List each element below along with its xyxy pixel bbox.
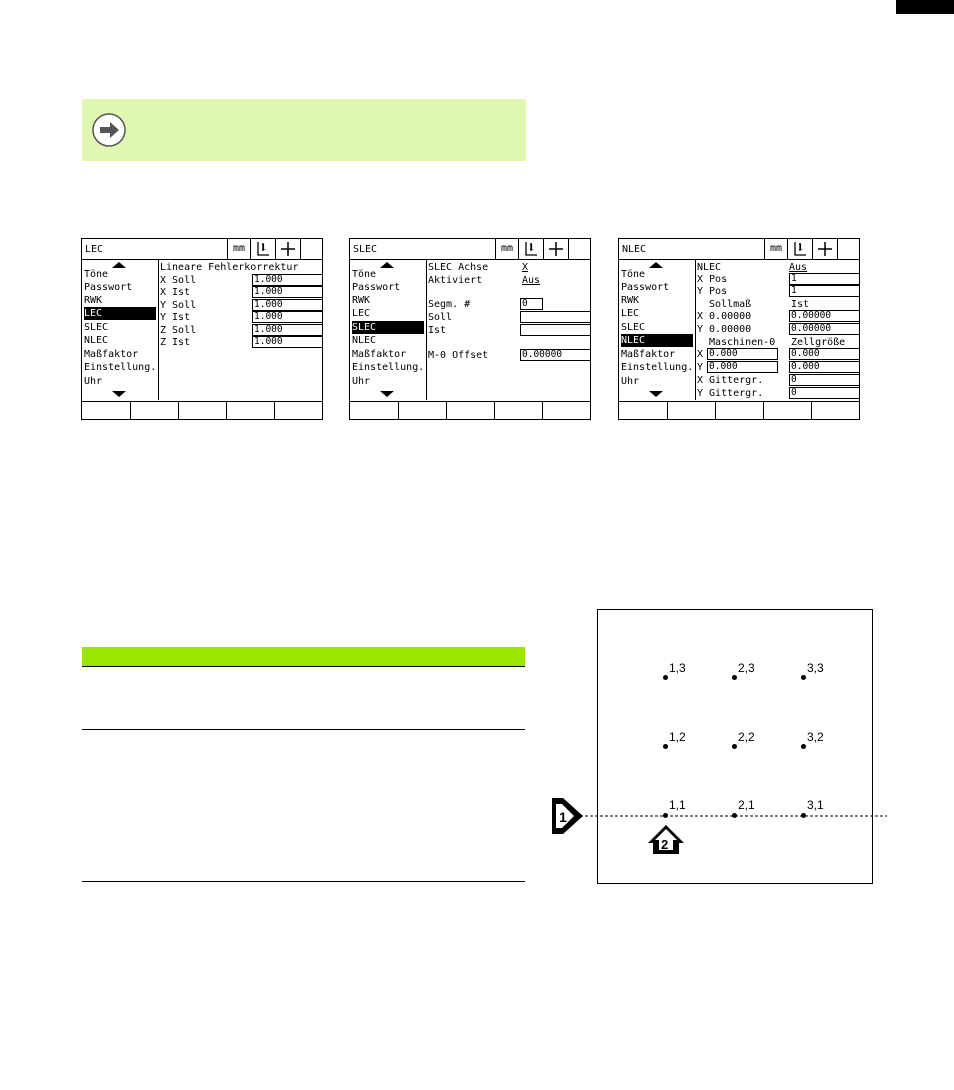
value-field[interactable]: 1.000 <box>252 274 323 286</box>
grid-point-1-1 <box>663 813 668 818</box>
menu-item-massfaktor[interactable]: Maßfaktor <box>352 349 407 360</box>
axis-value[interactable]: X <box>522 262 529 273</box>
svg-text:1: 1 <box>529 243 535 252</box>
menu-item-uhr[interactable]: Uhr <box>84 376 103 387</box>
grid-point-2-2 <box>732 744 737 749</box>
grid-point-label: 2,2 <box>738 730 755 744</box>
menu-item-lec[interactable]: LEC <box>352 308 371 319</box>
value-field[interactable]: 0.00000 <box>789 323 860 335</box>
segment-field[interactable]: 0 <box>520 298 543 310</box>
menu-item-slec[interactable]: SLEC <box>84 322 109 333</box>
menu-item-toene[interactable]: Töne <box>621 269 646 280</box>
svg-text:1: 1 <box>261 243 267 252</box>
form-row: Ist <box>428 324 590 337</box>
form-row: SLEC Achse X <box>428 262 529 273</box>
grid-point-label: 1,3 <box>669 661 686 675</box>
menu-item-toene[interactable]: Töne <box>84 269 109 280</box>
menu-item-einstellung[interactable]: Einstellung. <box>84 362 157 373</box>
value-field[interactable]: 1.000 <box>252 299 323 311</box>
grid-point-label: 1,2 <box>669 730 686 744</box>
activated-value[interactable]: Aus <box>522 275 541 286</box>
form-row: Maschinen-0 Zellgröße <box>709 337 846 348</box>
screen-title: NLEC <box>622 244 647 255</box>
grid-point-3-2 <box>801 744 806 749</box>
form-row: Y Pos 1 <box>697 285 859 298</box>
menu-item-massfaktor[interactable]: Maßfaktor <box>621 349 676 360</box>
grid-point-label: 3,2 <box>807 730 824 744</box>
grid-point-label: 3,1 <box>807 798 824 812</box>
menu-item-uhr[interactable]: Uhr <box>621 376 640 387</box>
svg-text:2: 2 <box>661 837 669 852</box>
menu-item-passwort[interactable]: Passwort <box>621 282 670 293</box>
grid-point-label: 3,3 <box>807 661 824 675</box>
grid-point-3-3 <box>801 675 806 680</box>
form-row: X Soll 1.000 <box>160 274 322 287</box>
menu-item-lec[interactable]: LEC <box>621 308 640 319</box>
grid-point-1-2 <box>663 744 668 749</box>
form-row: Z Ist 1.000 <box>160 336 322 349</box>
unit-button[interactable]: mm <box>764 239 787 259</box>
form-row: Z Soll 1.000 <box>160 324 322 337</box>
form-row: X Gittergr. 0 <box>697 374 859 387</box>
form-row: Y 0.00000 0.00000 <box>697 323 859 336</box>
marker-2-icon <box>648 825 684 854</box>
grid-size-field[interactable]: 0 <box>789 387 860 399</box>
machine-zero-field[interactable]: 0.000 <box>707 361 778 373</box>
form-row: Y Gittergr. 0 <box>697 387 859 400</box>
menu-item-einstellung[interactable]: Einstellung. <box>621 362 694 373</box>
menu-item-einstellung[interactable]: Einstellung. <box>352 362 425 373</box>
menu-item-slec[interactable]: SLEC <box>352 321 424 334</box>
value-field[interactable]: 1.000 <box>252 311 323 323</box>
grid-point-1-3 <box>663 675 668 680</box>
form-row: X 0.000 0.000 <box>697 348 859 361</box>
menu-item-nlec[interactable]: NLEC <box>84 335 109 346</box>
menu-item-lec[interactable]: LEC <box>84 307 156 320</box>
svg-text:1: 1 <box>559 809 567 825</box>
value-field[interactable]: 1 <box>789 285 860 297</box>
grid-size-field[interactable]: 0 <box>789 374 860 386</box>
form-row: Y Soll 1.000 <box>160 299 322 312</box>
unit-button[interactable]: mm <box>495 239 518 259</box>
form-row: Y Ist 1.000 <box>160 311 322 324</box>
menu-item-uhr[interactable]: Uhr <box>352 376 371 387</box>
marker-1-icon <box>552 798 583 834</box>
grid-point-3-1 <box>801 813 806 818</box>
form-row: X 0.00000 0.00000 <box>697 310 859 323</box>
menu-item-toene[interactable]: Töne <box>352 269 377 280</box>
menu-item-passwort[interactable]: Passwort <box>84 282 133 293</box>
menu-item-slec[interactable]: SLEC <box>621 322 646 333</box>
form-row: X Ist 1.000 <box>160 286 322 299</box>
form-row: Aktiviert Aus <box>428 275 541 286</box>
offset-field[interactable]: 0.00000 <box>520 349 591 361</box>
form-heading: Lineare Fehlerkorrektur <box>160 262 299 273</box>
cell-size-field[interactable]: 0.000 <box>789 361 860 373</box>
form-row: NLEC Aus <box>697 262 808 273</box>
menu-item-rwk[interactable]: RWK <box>621 295 640 306</box>
form-row: Soll <box>428 311 590 324</box>
grid-point-2-3 <box>732 675 737 680</box>
form-row: X Pos 1 <box>697 273 859 286</box>
form-row: Y 0.000 0.000 <box>697 361 859 374</box>
menu-item-nlec[interactable]: NLEC <box>352 335 377 346</box>
screen-title: SLEC <box>353 244 378 255</box>
form-row: Segm. # 0 <box>428 298 590 311</box>
unit-button[interactable]: mm <box>227 239 250 259</box>
cell-size-field[interactable]: 0.000 <box>789 348 860 360</box>
machine-zero-field[interactable]: 0.000 <box>707 348 778 360</box>
menu-item-nlec[interactable]: NLEC <box>621 334 693 347</box>
menu-item-massfaktor[interactable]: Maßfaktor <box>84 349 139 360</box>
value-field[interactable]: 1 <box>789 273 860 285</box>
value-field[interactable]: 1.000 <box>252 336 323 348</box>
form-row: M-0 Offset 0.00000 <box>428 349 590 362</box>
grid-point-label: 2,1 <box>738 798 755 812</box>
svg-text:1: 1 <box>798 243 804 252</box>
form-row: Sollmaß Ist <box>709 299 810 310</box>
grid-point-label: 1,1 <box>669 798 686 812</box>
value-field[interactable]: 1.000 <box>252 286 323 298</box>
value-field[interactable]: 1.000 <box>252 324 323 336</box>
nlec-status[interactable]: Aus <box>789 262 808 273</box>
value-field[interactable]: 0.00000 <box>789 310 860 322</box>
menu-item-rwk[interactable]: RWK <box>352 295 371 306</box>
menu-item-passwort[interactable]: Passwort <box>352 282 401 293</box>
grid-point-label: 2,3 <box>738 661 755 675</box>
menu-item-rwk[interactable]: RWK <box>84 295 103 306</box>
screen-title: LEC <box>85 244 104 255</box>
grid-point-2-1 <box>732 813 737 818</box>
